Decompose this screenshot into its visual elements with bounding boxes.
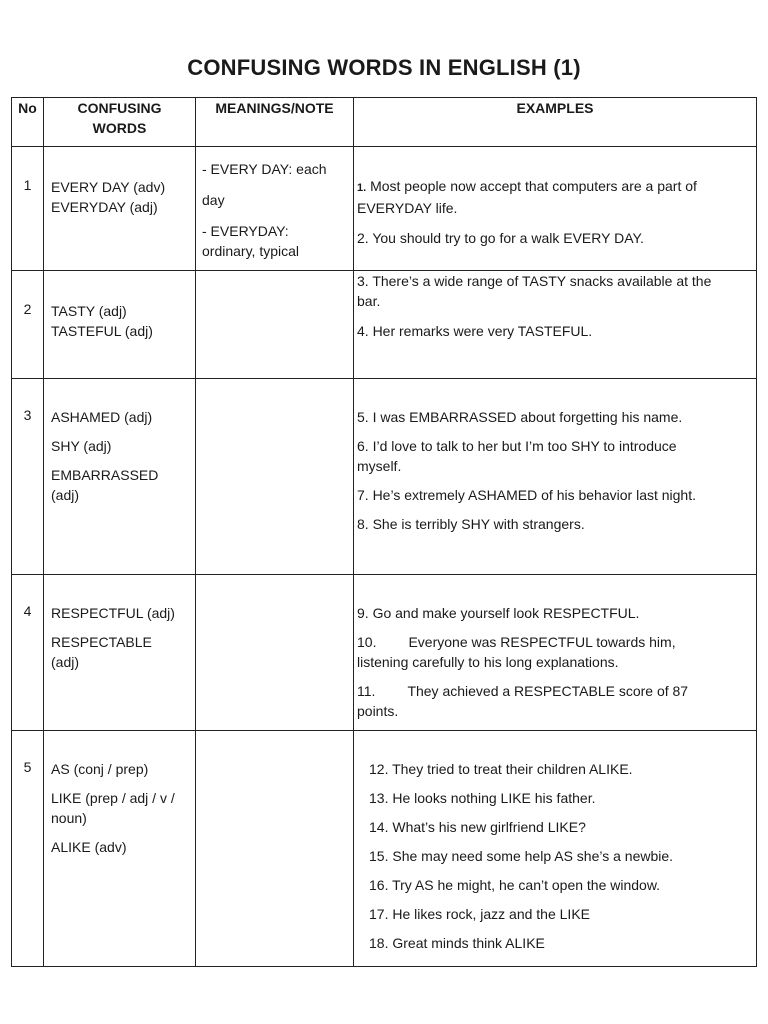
header-words-line2: WORDS [92, 120, 147, 136]
example-6: 6. I’d love to talk to her but I’m too SHY to introduce [357, 438, 677, 454]
examples-cell: 3. There’s a wide range of TASTY snacks available at the bar. 4. Her remarks were very TASTEFUL. [354, 271, 757, 379]
examples-cell: 1. Most people now accept that computers are a part of EVERYDAY life. 2. You should try to go for a walk EVERY DAY. [354, 147, 757, 271]
example-14: 14. What’s his new girlfriend LIKE? [369, 819, 586, 835]
confusing-words-cell: EVERY DAY (adv) EVERYDAY (adj) [44, 147, 196, 271]
example-15: 15. She may need some help AS she’s a newbie. [369, 848, 674, 864]
example-12: 12. They tried to treat their children ALIKE. [369, 761, 633, 777]
row-number: 4 [12, 575, 44, 731]
header-examples: EXAMPLES [354, 98, 757, 147]
example-1: 1. Most people now accept that computers are a part of [357, 178, 697, 194]
meanings-cell [196, 271, 354, 379]
confusing-words-cell: ASHAMED (adj) SHY (adj) EMBARRASSED (adj) [44, 379, 196, 575]
example-8: 8. She is terribly SHY with strangers. [357, 516, 585, 532]
example-18: 18. Great minds think ALIKE [369, 935, 545, 951]
example-13: 13. He looks nothing LIKE his father. [369, 790, 596, 806]
table-row [12, 731, 757, 967]
examples-cell [354, 731, 757, 967]
examples-cell: 5. I was EMBARRASSED about forgetting his name. 6. I’d love to talk to her but I’m too SHY to introduce myself. 7. He’s extremely ASHAMED of his behavior last night. 8. She is terribly SHY with strangers. [354, 379, 757, 575]
meanings-cell: - EVERY DAY: each day - EVERYDAY: ordinary, typical [196, 147, 354, 271]
page-title: CONFUSING WORDS IN ENGLISH (1) [187, 55, 581, 80]
confusing-words-table [11, 97, 757, 967]
meanings-cell [196, 379, 354, 575]
example-16: 16. Try AS he might, he can’t open the window. [369, 877, 661, 893]
row-number: 2 [12, 271, 44, 379]
confusing-words-cell: AS (conj / prep) LIKE (prep / adj / v / noun) ALIKE (adv) [44, 731, 196, 967]
row-number: 1 [12, 147, 44, 271]
table-row [12, 271, 757, 379]
example-5: 5. I was EMBARRASSED about forgetting his name. [357, 409, 683, 425]
example-4: 4. Her remarks were very TASTEFUL. [357, 323, 593, 339]
confusing-words-cell: TASTY (adj) TASTEFUL (adj) [44, 271, 196, 379]
example-10: 10. Everyone was RESPECTFUL towards him, [357, 634, 676, 650]
table-row [12, 575, 757, 731]
meanings-cell [196, 731, 354, 967]
example-2: 2. You should try to go for a walk EVERY DAY. [357, 230, 644, 246]
example-7: 7. He’s extremely ASHAMED of his behavior last night. [357, 487, 697, 503]
example-9: 9. Go and make yourself look RESPECTFUL. [357, 605, 640, 621]
confusing-words-cell: RESPECTFUL (adj) RESPECTABLE (adj) [44, 575, 196, 731]
header-no: No [12, 98, 44, 147]
examples-cell: 9. Go and make yourself look RESPECTFUL. 10. Everyone was RESPECTFUL towards him, listening carefully to his long explanations. 11. They achieved a RESPECTABLE score of 87 points. [354, 575, 757, 731]
row-number: 5 [12, 731, 44, 967]
example-17: 17. He likes rock, jazz and the LIKE [369, 906, 590, 922]
example-3: 3. There’s a wide range of TASTY snacks available at the [357, 273, 712, 289]
header-confusing-words [44, 98, 196, 147]
table-row [12, 379, 757, 575]
header-meanings: MEANINGS/NOTE [196, 98, 354, 147]
row-number: 3 [12, 379, 44, 575]
table-row [12, 147, 757, 271]
header-words-line1: CONFUSING [77, 100, 162, 116]
example-11: 11. They achieved a RESPECTABLE score of 87 [357, 683, 689, 699]
table-header-row [12, 98, 757, 147]
meanings-cell [196, 575, 354, 731]
